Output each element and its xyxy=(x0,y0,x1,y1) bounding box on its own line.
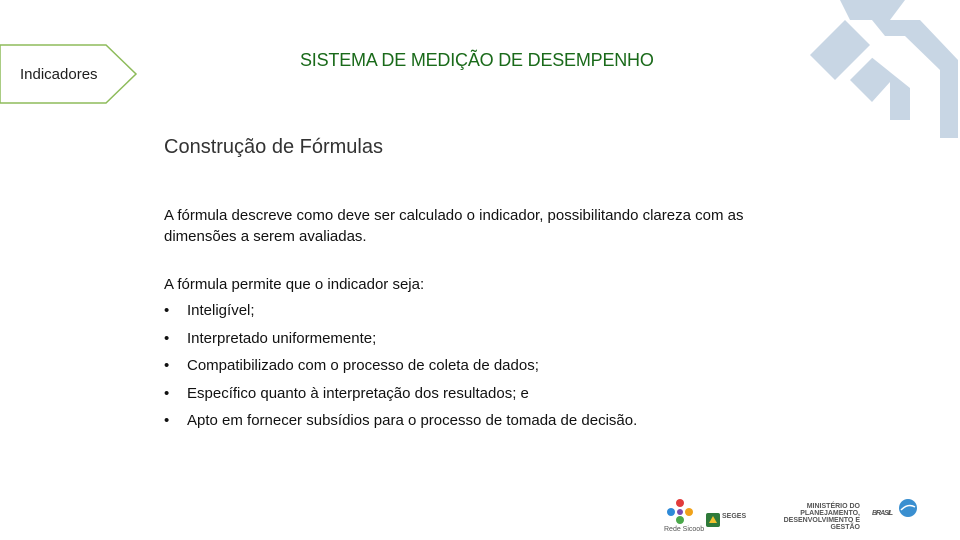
list-item xyxy=(164,412,637,440)
brasil-globe-icon xyxy=(898,498,918,518)
bullet-icon: • xyxy=(164,329,170,347)
bullet-icon: • xyxy=(164,384,170,402)
ministerio-line: MINISTÉRIO DO xyxy=(806,503,860,510)
brasil-logo-text: BRASIL xyxy=(872,510,893,517)
section-tag-label: Indicadores xyxy=(20,66,98,83)
list-item-text: Apto em fornecer subsídios para o processo de tomada de decisão. xyxy=(187,412,638,429)
list-item xyxy=(164,302,637,330)
ministerio-logo-text xyxy=(756,503,860,531)
rede-sicoob-logo-icon xyxy=(666,498,694,524)
list-item xyxy=(164,330,637,358)
rede-sicoob-label: Rede Sicoob xyxy=(664,526,705,533)
ministerio-line: DESENVOLVIMENTO E GESTÃO xyxy=(783,517,860,531)
list-item-text: Específico quanto à interpretação dos resultados; e xyxy=(187,384,529,402)
bullet-icon: • xyxy=(164,302,170,319)
header-title: SISTEMA DE MEDIÇÃO DE DESEMPENHO xyxy=(300,50,654,70)
seges-label: SEGES xyxy=(722,513,747,520)
intro-paragraph: A fórmula descreve como deve ser calculado o indicador, possibilitando clareza com as dimensões a serem avaliadas. xyxy=(164,207,744,245)
requirements-list xyxy=(164,302,637,440)
bullet-icon: • xyxy=(164,412,170,429)
ministerio-line: PLANEJAMENTO, xyxy=(800,510,860,517)
list-heading: A fórmula permite que o indicador seja: xyxy=(164,276,425,293)
list-item-text: Interpretado uniformemente; xyxy=(187,329,377,347)
list-item xyxy=(164,357,637,385)
bullet-icon: • xyxy=(164,357,170,374)
list-item-text: Inteligível; xyxy=(187,302,255,319)
brand-arrow-decoration xyxy=(810,0,960,140)
list-item-text: Compatibilizado com o processo de coleta de dados; xyxy=(187,357,539,374)
slide-subtitle: Construção de Fórmulas xyxy=(164,136,383,158)
seges-logo-icon xyxy=(706,513,720,527)
list-item xyxy=(164,385,637,413)
footer-logos xyxy=(660,496,956,536)
